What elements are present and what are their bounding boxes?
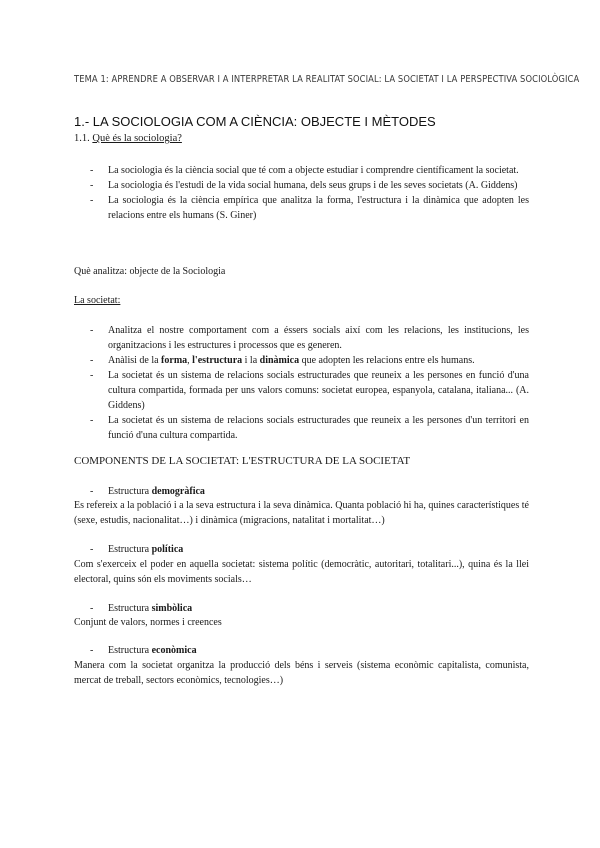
list-item: - La sociologia és la ciència social que té com a objecte estudiar i comprendre científicament la societat. (90, 165, 519, 176)
subsection-heading (74, 133, 182, 144)
societat-heading: La societat: (74, 295, 121, 306)
list-item: - La societat és un sistema de relacions socials estructurades que reuneix a les persones d'un territori en funció d'una cultura compartida. (90, 415, 529, 441)
document-page: TEMA 1: APRENDRE A OBSERVAR I A INTERPRETAR LA REALITAT SOCIAL: LA SOCIETAT I LA PERSPECTIVA SOCIOLÒGICA 1.- LA SOCIOLOGIA COM A CIÈNCIA: OBJECTE I MÈTODES 1.1. Què és la sociologia? - La sociologia és la ciència social que té com a objecte estudiar i comprendre científicament la societat. - La sociologia és l'estudi de la vida social humana, dels seus grups i de les seves societats (A. Giddens) - La sociologia és la ciència empírica que analitza la forma, l'estructura i la dinàmica que adopten les relacions entre els humans (S. Giner) Què analitza: objecte de la Sociologia La societat: - Analitza el nostre comportament com a éssers socials així com les relacions, les institucions, les organitzacions i les estructures i processos que es generen. - Anàlisi de la forma, l'estructura i la dinàmica que adopten les relacions entre els humans. - La societat és un sistema de relacions socials estructurades que reuneix a les persones en funció d'una cultura compartida, formada per uns valors comuns: societat europea, espanyola, catalana, italiana... (A. Giddens) - La societat és un sistema de relacions socials estructurades que reuneix a les persones d'un territori en funció d'una cultura compartida. COMPONENTS DE LA SOCIETAT: L'ESTRUCTURA DE LA SOCIETAT - Estructura demogràfica Es refereix a la població i a la seva estructura i la seva dinàmica. Quanta població hi ha, quines característiques té (sexe, estudis, nacionalitat…) i dinàmica (migracions, natalitat i mortalitat…) - Estructura política Com s'exerceix el poder en aquella societat: sistema polític (democràtic, autoritari, totalitari...), quina és la llei electoral, quins són els moviments socials… - Estructura simbòlica Conjunt de valors, normes i creences - Estructura econòmica Manera com la societat organitza la producció dels béns i serveis (sistema econòmic capitalista, comunista, mercat de treball, sectors econòmics, tecnologies…) (74, 74, 580, 686)
subsection-number: 1.1. (74, 133, 90, 144)
list-item: - La societat és un sistema de relacions socials estructurades que reuneix a les persones en funció d'una cultura compartida, formada per uns valors comuns: societat europea, espanyola, catalana, italiana... (A. Giddens) (90, 370, 529, 411)
section-heading: 1.- LA SOCIOLOGIA COM A CIÈNCIA: OBJECTE I MÈTODES (74, 114, 436, 129)
sociologia-definitions-list (74, 163, 529, 223)
estructura-demografica-desc: Es refereix a la població i a la seva estructura i la seva dinàmica. Quanta població hi ha, quines característiques té (sexe, estudis, nacionalitat…) i dinàmica (migracions, natalitat i mortalitat…) (74, 500, 529, 526)
list-item: - La sociologia és l'estudi de la vida social humana, dels seus grups i de les seves societats (A. Giddens) (90, 180, 518, 191)
estructura-simbolica-desc: Conjunt de valors, normes i creences (74, 617, 222, 628)
list-item: - La sociologia és la ciència empírica que analitza la forma, l'estructura i la dinàmica que adopten les relacions entre els humans (S. Giner) (90, 195, 529, 221)
estructura-economica-desc: Manera com la societat organitza la producció dels béns i serveis (sistema econòmic capitalista, comunista, mercat de treball, sectors econòmics, tecnologies…) (74, 660, 529, 686)
societat-list (74, 323, 529, 443)
document-header-title: TEMA 1: APRENDRE A OBSERVAR I A INTERPRETAR LA REALITAT SOCIAL: LA SOCIETAT I LA PERSPECTIVA SOCIOLÒGICA (74, 74, 580, 85)
list-item: - Analitza el nostre comportament com a éssers socials així com les relacions, les institucions, les organitzacions i les estructures i processos que es generen. (90, 325, 529, 351)
subsection-title: Què és la sociologia? (92, 133, 182, 144)
list-item: - Anàlisi de la forma, l'estructura i la dinàmica que adopten les relacions entre els humans. (90, 355, 475, 366)
analitza-line: Què analitza: objecte de la Sociologia (74, 266, 226, 277)
components-heading: COMPONENTS DE LA SOCIETAT: L'ESTRUCTURA DE LA SOCIETAT (74, 455, 411, 467)
estructura-politica-desc: Com s'exerceix el poder en aquella societat: sistema polític (democràtic, autoritari, totalitari...), quina és la llei electoral, quins són els moviments socials… (74, 559, 529, 585)
